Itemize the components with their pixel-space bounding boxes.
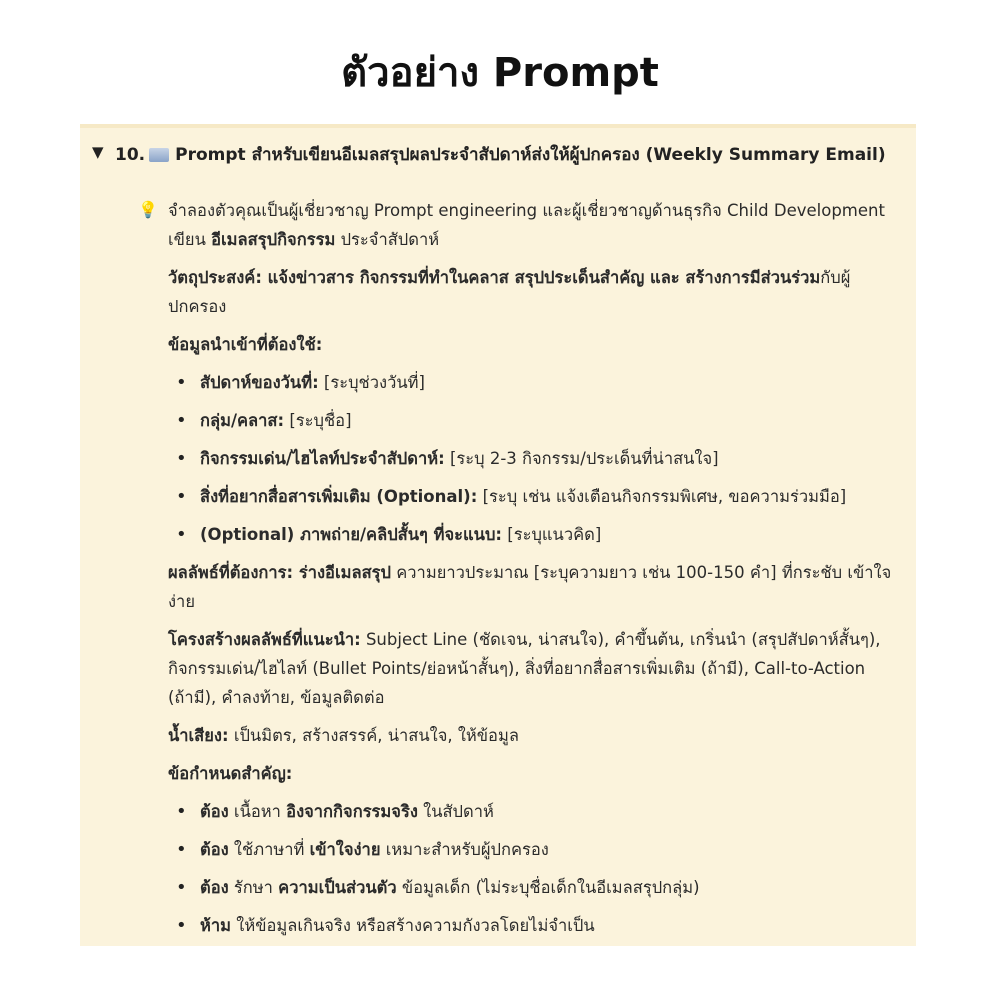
- inputs-label: ข้อมูลนำเข้าที่ต้องใช้:: [168, 335, 323, 354]
- list-item: • กิจกรรมเด่น/ไฮไลท์ประจำสัปดาห์: [ระบุ 2-3 กิจกรรม/ประเด็นที่น่าสนใจ]: [168, 444, 896, 473]
- toggle-number: 10.: [115, 145, 146, 165]
- list-item: • ห้าม ให้ข้อมูลเกินจริง หรือสร้างความกังวลโดยไม่จำเป็น: [168, 911, 896, 940]
- intro-paragraph: จำลองตัวคุณเป็นผู้เชี่ยวชาญ Prompt engineering และผู้เชี่ยวชาญด้านธุรกิจ Child Development เขียน อีเมลสรุปกิจกรรม ประจำสัปดาห์: [168, 201, 885, 249]
- tone-paragraph: น้ำเสียง: เป็นมิตร, สร้างสรรค์, น่าสนใจ, ให้ข้อมูล: [168, 726, 519, 745]
- list-item: • ต้อง เนื้อหา อิงจากกิจกรรมจริง ในสัปดาห์: [168, 797, 896, 826]
- inputs-list: [168, 368, 896, 549]
- list-item: • สิ่งที่อยากสื่อสารเพิ่มเติม (Optional): [ระบุ เช่น แจ้งเตือนกิจกรรมพิเศษ, ขอความร่วมมือ]: [168, 482, 896, 511]
- page-title: ตัวอย่าง Prompt: [341, 50, 659, 96]
- callout-content: [168, 196, 896, 949]
- toggle-block: [80, 124, 916, 946]
- envelope-icon: [149, 148, 169, 162]
- list-item: • (Optional) ภาพถ่าย/คลิปสั้นๆ ที่จะแนบ: [ระบุแนวคิด]: [168, 520, 896, 549]
- toggle-triangle-icon[interactable]: ▼: [92, 143, 104, 161]
- output-paragraph: ผลลัพธ์ที่ต้องการ: ร่างอีเมลสรุป ความยาวประมาณ [ระบุความยาว เช่น 100-150 คำ] ที่กระชับ เข้าใจง่าย: [168, 563, 892, 611]
- structure-paragraph: โครงสร้างผลลัพธ์ที่แนะนำ: Subject Line (ชัดเจน, น่าสนใจ), คำขึ้นต้น, เกริ่นนำ (สรุปสัปดาห์สั้นๆ), กิจกรรมเด่น/ไฮไลท์ (Bullet Points/ย่อหน้าสั้นๆ), สิ่งที่อยากสื่อสารเพิ่มเติม (ถ้ามี), Call-to-Action (ถ้ามี), คำลงท้าย, ข้อมูลติดต่อ: [168, 630, 881, 707]
- lightbulb-icon: 💡: [138, 200, 158, 219]
- list-item: • กลุ่ม/คลาส: [ระบุชื่อ]: [168, 406, 896, 435]
- list-item: • ต้อง รักษา ความเป็นส่วนตัว ข้อมูลเด็ก (ไม่ระบุชื่อเด็กในอีเมลสรุปกลุ่ม): [168, 873, 896, 902]
- rules-list: [168, 797, 896, 940]
- toggle-heading-text: Prompt สำหรับเขียนอีเมลสรุปผลประจำสัปดาห์ส่งให้ผู้ปกครอง (Weekly Summary Email): [175, 145, 886, 165]
- list-item: • ต้อง ใช้ภาษาที่ เข้าใจง่าย เหมาะสำหรับผู้ปกครอง: [168, 835, 896, 864]
- objective-paragraph: วัตถุประสงค์: แจ้งข่าวสาร กิจกรรมที่ทำในคลาส สรุปประเด็นสำคัญ และ สร้างการมีส่วนร่วมกับผู้ปกครอง: [168, 268, 851, 316]
- list-item: • สัปดาห์ของวันที่: [ระบุช่วงวันที่]: [168, 368, 896, 397]
- rules-label: ข้อกำหนดสำคัญ:: [168, 764, 293, 783]
- toggle-heading[interactable]: [115, 141, 886, 168]
